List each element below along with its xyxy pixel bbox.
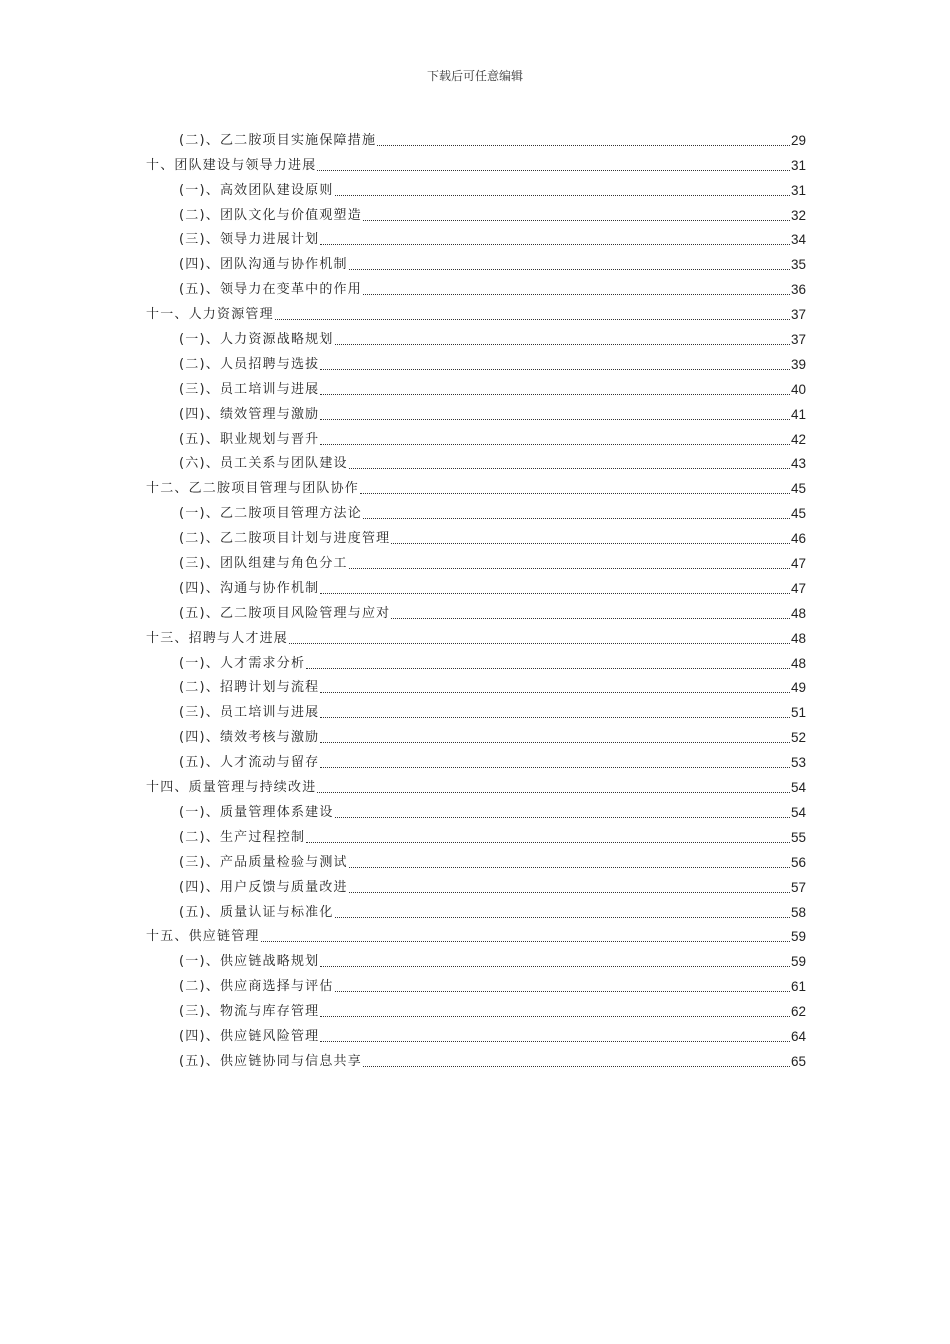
toc-entry-title: (四)、团队沟通与协作机制: [179, 257, 348, 273]
toc-dot-leader: [320, 444, 790, 445]
toc-entry[interactable]: [146, 574, 806, 599]
toc-dot-leader: [335, 917, 790, 918]
toc-page-number: 48: [790, 655, 806, 671]
toc-page-number: 29: [790, 132, 806, 148]
toc-dot-leader: [317, 170, 790, 171]
toc-dot-leader: [306, 668, 790, 669]
toc-page-number: 65: [790, 1053, 806, 1069]
toc-page-number: 34: [790, 232, 806, 248]
toc-page-number: 47: [790, 556, 806, 572]
toc-entry-title: 十、团队建设与领导力进展: [146, 157, 317, 173]
toc-entry[interactable]: [146, 201, 806, 226]
toc-entry-title: (一)、供应链战略规划: [179, 954, 320, 970]
toc-entry-title: (一)、高效团队建设原则: [179, 182, 334, 198]
toc-dot-leader: [363, 294, 790, 295]
toc-dot-leader: [335, 991, 790, 992]
toc-entry[interactable]: [146, 300, 806, 325]
toc-entry[interactable]: [146, 873, 806, 898]
toc-entry[interactable]: [146, 923, 806, 948]
toc-entry[interactable]: [146, 624, 806, 649]
toc-dot-leader: [335, 817, 790, 818]
toc-entry-title: (五)、供应链协同与信息共享: [179, 1053, 362, 1069]
toc-page-number: 57: [790, 879, 806, 895]
toc-page-number: 48: [790, 605, 806, 621]
toc-entry[interactable]: [146, 176, 806, 201]
toc-entry[interactable]: [146, 823, 806, 848]
toc-entry[interactable]: [146, 1047, 806, 1072]
toc-entry-title: (四)、绩效管理与激励: [179, 406, 320, 422]
toc-entry[interactable]: [146, 450, 806, 475]
toc-entry-title: (四)、沟通与协作机制: [179, 580, 320, 596]
toc-entry[interactable]: [146, 126, 806, 151]
toc-entry[interactable]: [146, 350, 806, 375]
toc-page-number: 62: [790, 1004, 806, 1020]
toc-entry-title: (二)、乙二胺项目实施保障措施: [179, 132, 377, 148]
toc-entry-title: (四)、绩效考核与激励: [179, 730, 320, 746]
toc-page-number: 52: [790, 730, 806, 746]
toc-page-number: 39: [790, 356, 806, 372]
toc-page-number: 43: [790, 456, 806, 472]
toc-page-number: 54: [790, 804, 806, 820]
toc-dot-leader: [349, 568, 790, 569]
toc-entry-title: (一)、人力资源战略规划: [179, 332, 334, 348]
toc-dot-leader: [363, 1066, 790, 1067]
toc-entry[interactable]: [146, 524, 806, 549]
toc-page-number: 49: [790, 680, 806, 696]
toc-page-number: 53: [790, 755, 806, 771]
toc-entry[interactable]: [146, 474, 806, 499]
toc-dot-leader: [349, 468, 790, 469]
toc-page-number: 59: [790, 954, 806, 970]
toc-page-number: 55: [790, 829, 806, 845]
toc-entry[interactable]: [146, 499, 806, 524]
toc-entry-title: (二)、团队文化与价值观塑造: [179, 207, 362, 223]
toc-entry[interactable]: [146, 599, 806, 624]
toc-dot-leader: [275, 319, 790, 320]
toc-page-number: 41: [790, 406, 806, 422]
toc-page-number: 37: [790, 332, 806, 348]
toc-entry[interactable]: [146, 549, 806, 574]
toc-entry-title: (二)、供应商选择与评估: [179, 979, 334, 995]
toc-page-number: 40: [790, 381, 806, 397]
toc-page-number: 51: [790, 705, 806, 721]
toc-entry-title: 十一、人力资源管理: [146, 307, 274, 323]
toc-entry[interactable]: [146, 649, 806, 674]
toc-entry-title: (三)、领导力进展计划: [179, 232, 320, 248]
toc-entry[interactable]: [146, 848, 806, 873]
toc-page-number: 48: [790, 630, 806, 646]
toc-dot-leader: [349, 269, 790, 270]
toc-entry-title: (五)、质量认证与标准化: [179, 904, 334, 920]
toc-entry-title: (一)、质量管理体系建设: [179, 804, 334, 820]
toc-dot-leader: [289, 643, 790, 644]
toc-page-number: 31: [790, 157, 806, 173]
toc-dot-leader: [320, 717, 790, 718]
toc-dot-leader: [320, 1016, 790, 1017]
toc-page-number: 54: [790, 780, 806, 796]
toc-dot-leader: [349, 892, 790, 893]
toc-entry-title: (三)、产品质量检验与测试: [179, 854, 348, 870]
toc-dot-leader: [261, 941, 790, 942]
toc-dot-leader: [320, 692, 790, 693]
toc-page-number: 36: [790, 282, 806, 298]
toc-page-number: 46: [790, 531, 806, 547]
toc-entry-title: (四)、供应链风险管理: [179, 1028, 320, 1044]
toc-entry-title: 十二、乙二胺项目管理与团队协作: [146, 481, 360, 497]
toc-dot-leader: [335, 195, 790, 196]
toc-page-number: 31: [790, 182, 806, 198]
table-of-contents: [146, 126, 806, 1072]
toc-dot-leader: [391, 543, 790, 544]
toc-dot-leader: [320, 394, 790, 395]
toc-dot-leader: [320, 593, 790, 594]
toc-entry[interactable]: [146, 698, 806, 723]
toc-page-number: 47: [790, 580, 806, 596]
toc-dot-leader: [360, 493, 790, 494]
toc-entry-title: (三)、员工培训与进展: [179, 381, 320, 397]
toc-entry[interactable]: [146, 250, 806, 275]
toc-entry-title: (四)、用户反馈与质量改进: [179, 879, 348, 895]
toc-entry[interactable]: [146, 226, 806, 251]
toc-dot-leader: [320, 244, 790, 245]
toc-entry[interactable]: [146, 674, 806, 699]
toc-entry[interactable]: [146, 425, 806, 450]
toc-entry[interactable]: [146, 898, 806, 923]
toc-entry[interactable]: [146, 723, 806, 748]
toc-page-number: 37: [790, 307, 806, 323]
toc-entry[interactable]: [146, 151, 806, 176]
toc-entry[interactable]: [146, 1022, 806, 1047]
toc-entry-title: 十五、供应链管理: [146, 929, 260, 945]
toc-page-number: 61: [790, 979, 806, 995]
toc-entry[interactable]: [146, 375, 806, 400]
toc-entry[interactable]: [146, 748, 806, 773]
toc-entry-title: (一)、人才需求分析: [179, 655, 306, 671]
toc-entry-title: (二)、乙二胺项目计划与进度管理: [179, 531, 391, 547]
toc-entry-title: 十三、招聘与人才进展: [146, 630, 289, 646]
toc-entry-title: (五)、乙二胺项目风险管理与应对: [179, 605, 391, 621]
toc-page-number: 45: [790, 506, 806, 522]
toc-entry[interactable]: [146, 773, 806, 798]
toc-entry-title: (二)、人员招聘与选拔: [179, 356, 320, 372]
toc-dot-leader: [320, 369, 790, 370]
toc-page-number: 59: [790, 929, 806, 945]
toc-entry-title: (二)、生产过程控制: [179, 829, 306, 845]
toc-entry-title: (五)、职业规划与晋升: [179, 431, 320, 447]
toc-page-number: 56: [790, 854, 806, 870]
toc-page-number: 58: [790, 904, 806, 920]
toc-page-number: 42: [790, 431, 806, 447]
toc-dot-leader: [363, 518, 790, 519]
toc-dot-leader: [320, 742, 790, 743]
toc-entry[interactable]: [146, 400, 806, 425]
toc-entry-title: (三)、员工培训与进展: [179, 705, 320, 721]
toc-entry[interactable]: [146, 997, 806, 1022]
toc-page-number: 32: [790, 207, 806, 223]
toc-page-number: 64: [790, 1028, 806, 1044]
toc-dot-leader: [306, 842, 790, 843]
toc-page-number: 45: [790, 481, 806, 497]
toc-entry-title: (六)、员工关系与团队建设: [179, 456, 348, 472]
toc-entry[interactable]: [146, 972, 806, 997]
toc-dot-leader: [320, 966, 790, 967]
toc-dot-leader: [349, 867, 790, 868]
toc-entry[interactable]: [146, 325, 806, 350]
toc-entry-title: (一)、乙二胺项目管理方法论: [179, 506, 362, 522]
toc-entry-title: (二)、招聘计划与流程: [179, 680, 320, 696]
toc-entry[interactable]: [146, 947, 806, 972]
toc-entry[interactable]: [146, 798, 806, 823]
toc-entry-title: (三)、物流与库存管理: [179, 1004, 320, 1020]
toc-dot-leader: [320, 1041, 790, 1042]
toc-dot-leader: [317, 792, 790, 793]
toc-entry-title: (五)、领导力在变革中的作用: [179, 282, 362, 298]
toc-dot-leader: [377, 145, 790, 146]
toc-dot-leader: [320, 767, 790, 768]
toc-entry[interactable]: [146, 275, 806, 300]
toc-dot-leader: [320, 419, 790, 420]
toc-dot-leader: [363, 220, 790, 221]
toc-dot-leader: [391, 618, 790, 619]
toc-entry-title: (三)、团队组建与角色分工: [179, 556, 348, 572]
toc-dot-leader: [335, 344, 790, 345]
page-header: 下载后可任意编辑: [426, 69, 523, 83]
toc-page-number: 35: [790, 257, 806, 273]
toc-entry-title: 十四、质量管理与持续改进: [146, 780, 317, 796]
toc-entry-title: (五)、人才流动与留存: [179, 755, 320, 771]
